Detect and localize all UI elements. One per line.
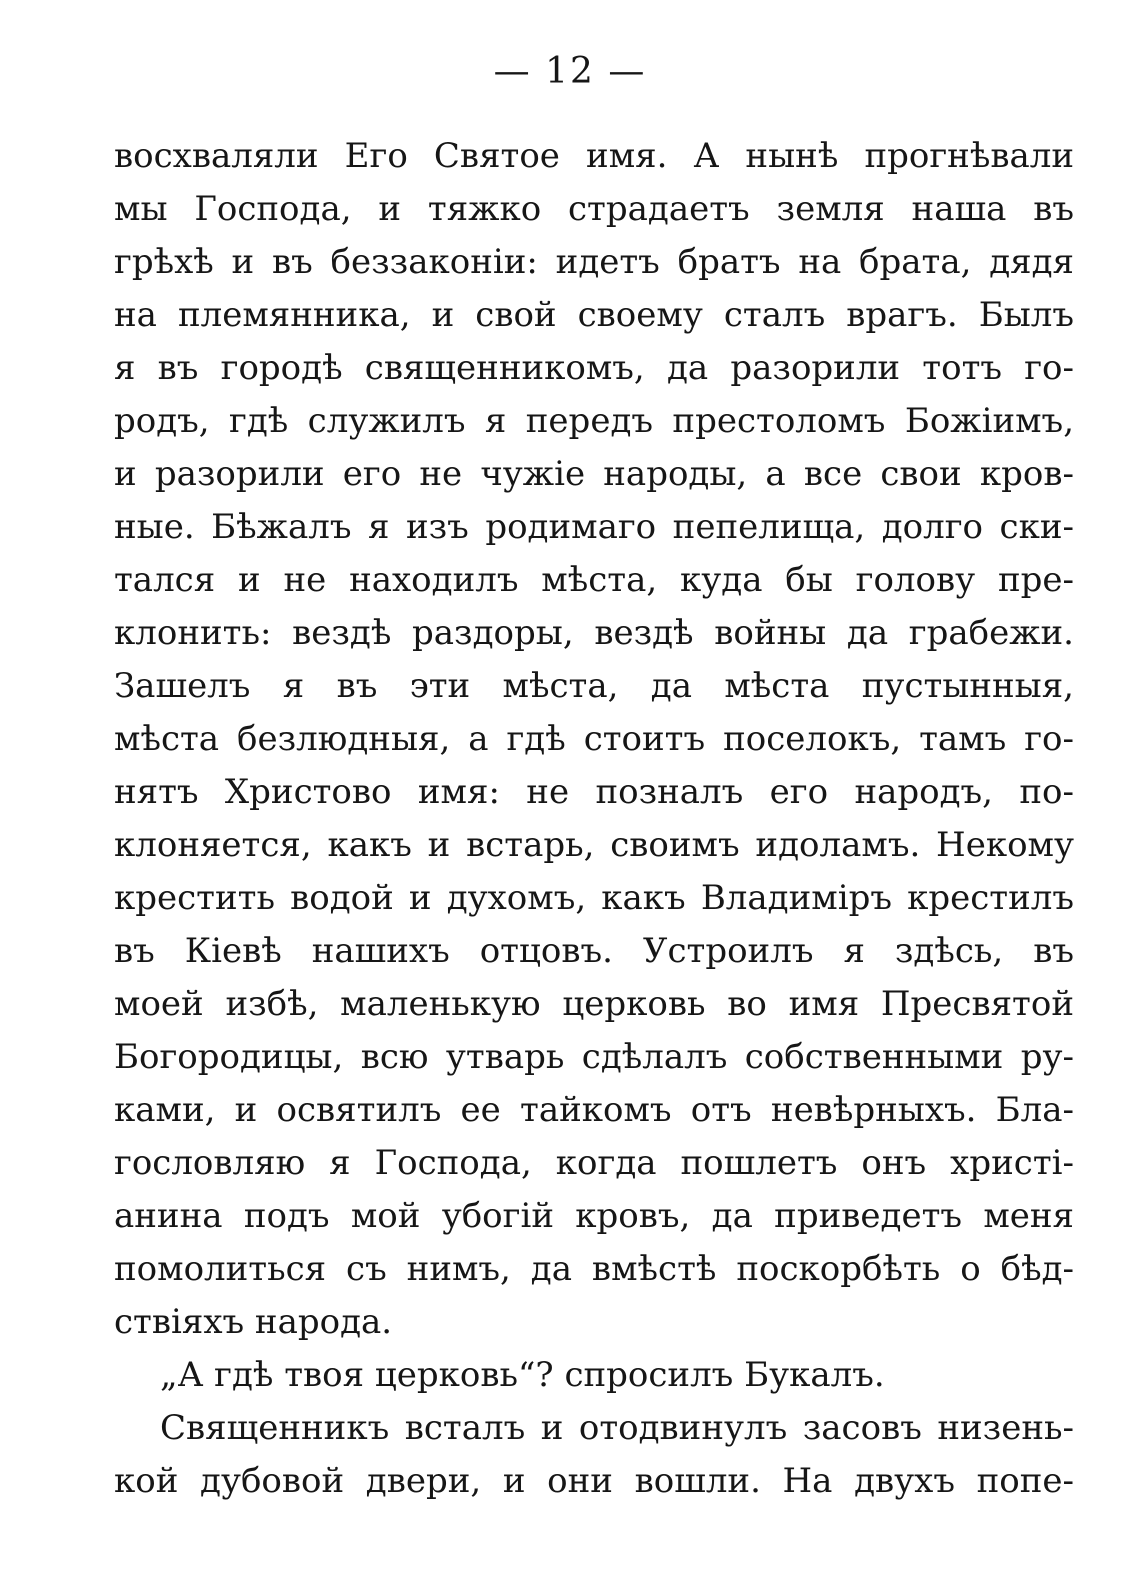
text-line: тался и не находилъ мѣста, куда бы голову пре-: [114, 560, 1074, 600]
text-line: ные. Бѣжалъ я изъ родимаго пепелища, долго ски-: [114, 507, 1074, 547]
text-line: клонить: вездѣ раздоры, вездѣ войны да грабежи.: [114, 613, 1074, 653]
body-text: [114, 130, 1074, 1508]
text-line: Богородицы, всю утварь сдѣлалъ собственными ру-: [114, 1037, 1074, 1077]
text-line: клоняется, какъ и встарь, своимъ идоламъ. Некому: [114, 825, 1074, 865]
text-line: гословляю я Господа, когда пошлетъ онъ христі-: [114, 1143, 1074, 1183]
text-line: ками, и освятилъ ее тайкомъ отъ невѣрныхъ. Бла-: [114, 1090, 1074, 1130]
text-line: „А гдѣ твоя церковь“? спросилъ Букалъ.: [160, 1355, 885, 1395]
text-line: мы Господа, и тяжко страдаетъ земля наша въ: [114, 189, 1074, 229]
text-line: мѣста безлюдныя, а гдѣ стоитъ поселокъ, тамъ го-: [114, 719, 1074, 759]
text-line: Священникъ всталъ и отодвинулъ засовъ низень-: [160, 1408, 1074, 1448]
text-line: анина подъ мой убогій кровъ, да приведетъ меня: [114, 1196, 1074, 1236]
page-number: — 12 —: [493, 51, 647, 92]
text-line: помолиться съ нимъ, да вмѣстѣ поскорбѣть о бѣд-: [114, 1249, 1074, 1289]
text-line: нятъ Христово имя: не позналъ его народъ, по-: [114, 772, 1074, 812]
text-line: ствіяхъ народа.: [114, 1302, 393, 1342]
text-line: Зашелъ я въ эти мѣста, да мѣста пустынныя,: [114, 666, 1074, 706]
text-line: и разорили его не чужіе народы, а все свои кров-: [114, 454, 1074, 494]
text-line: восхваляли Его Святое имя. А нынѣ прогнѣвали: [114, 136, 1074, 176]
text-line: на племянника, и свой своему сталъ врагъ. Былъ: [114, 295, 1074, 335]
text-line: моей избѣ, маленькую церковь во имя Пресвятой: [114, 984, 1074, 1024]
text-line: въ Кіевѣ нашихъ отцовъ. Устроилъ я здѣсь, въ: [114, 931, 1074, 971]
text-line: родъ, гдѣ служилъ я передъ престоломъ Божіимъ,: [114, 401, 1074, 441]
text-line: крестить водой и духомъ, какъ Владиміръ крестилъ: [114, 878, 1074, 918]
text-line: грѣхѣ и въ беззаконіи: идетъ братъ на брата, дядя: [114, 242, 1074, 282]
text-line: я въ городѣ священникомъ, да разорили тотъ го-: [114, 348, 1074, 388]
text-line: кой дубовой двери, и они вошли. На двухъ попе-: [114, 1461, 1074, 1501]
